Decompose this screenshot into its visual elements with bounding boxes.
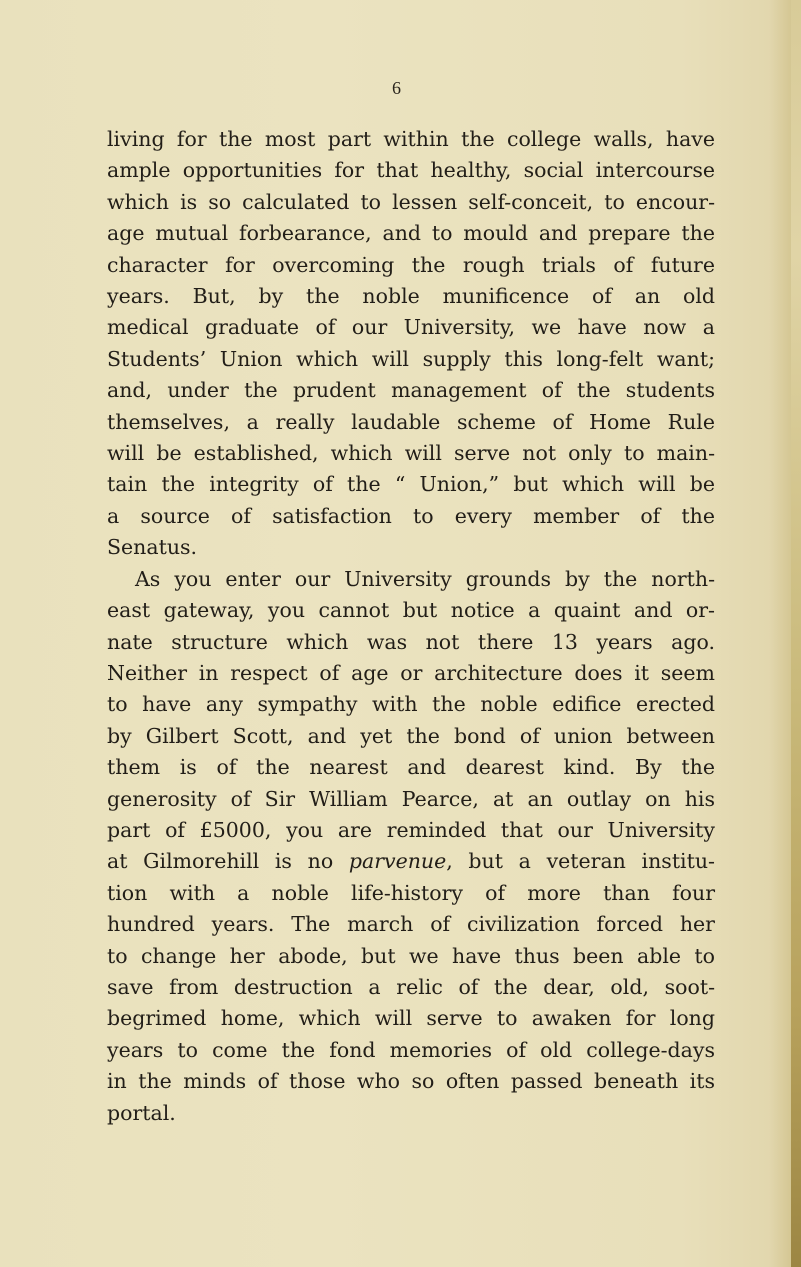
text-line: themselves, a really laudable scheme of Home Rule <box>107 409 715 434</box>
text-line: which is so calculated to lessen self-conceit, to encour- <box>107 189 715 214</box>
page-edge-shadow <box>791 0 801 1267</box>
text-line: to have any sympathy with the noble edifice erected <box>107 692 715 717</box>
text-line: character for overcoming the rough trials of future <box>107 252 715 277</box>
text-line: tain the integrity of the “ Union,” but which will be <box>107 472 715 497</box>
text-line: years to come the fond memories of old college-days <box>107 1037 715 1062</box>
text-line: part of £5000, you are reminded that our University <box>107 817 715 842</box>
text-line: at Gilmorehill is no parvenue, but a veteran institu- <box>107 849 715 874</box>
text-line: age mutual forbearance, and to mould and prepare the <box>107 221 715 246</box>
body-text <box>107 124 715 1129</box>
text-line: Neither in respect of age or architecture does it seem <box>107 660 715 685</box>
text-line: Senatus. <box>107 535 198 560</box>
text-line: in the minds of those who so often passed beneath its <box>107 1069 715 1094</box>
text-line: by Gilbert Scott, and yet the bond of union between <box>107 723 715 748</box>
text-line: a source of satisfaction to every member of the <box>107 503 715 528</box>
text-line: them is of the nearest and dearest kind. By the <box>107 755 715 780</box>
text-line: ample opportunities for that healthy, social intercourse <box>107 158 715 183</box>
text-line: east gateway, you cannot but notice a quaint and or- <box>107 598 715 623</box>
text-line: living for the most part within the college walls, have <box>107 127 715 151</box>
page-number: 6 <box>392 78 401 98</box>
text-line: hundred years. The march of civilization forced her <box>107 912 715 937</box>
text-line: and, under the prudent management of the students <box>107 378 715 403</box>
text-line: will be established, which will serve not only to main- <box>107 441 715 466</box>
text-line: medical graduate of our University, we have now a <box>107 315 715 340</box>
text-line: nate structure which was not there 13 years ago. <box>107 629 715 654</box>
text-line: portal. <box>107 1100 176 1125</box>
text-line: to change her abode, but we have thus been able to <box>107 943 715 968</box>
text-line: generosity of Sir William Pearce, at an outlay on his <box>107 786 715 811</box>
text-line: Students’ Union which will supply this long-felt want; <box>107 346 715 371</box>
text-line: tion with a noble life-history of more than four <box>107 880 715 905</box>
text-line: save from destruction a relic of the dear, old, soot- <box>107 974 715 999</box>
text-line: begrimed home, which will serve to awaken for long <box>107 1006 715 1031</box>
text-line: As you enter our University grounds by the north- <box>135 566 715 591</box>
text-line: years. But, by the noble munificence of an old <box>107 284 715 309</box>
